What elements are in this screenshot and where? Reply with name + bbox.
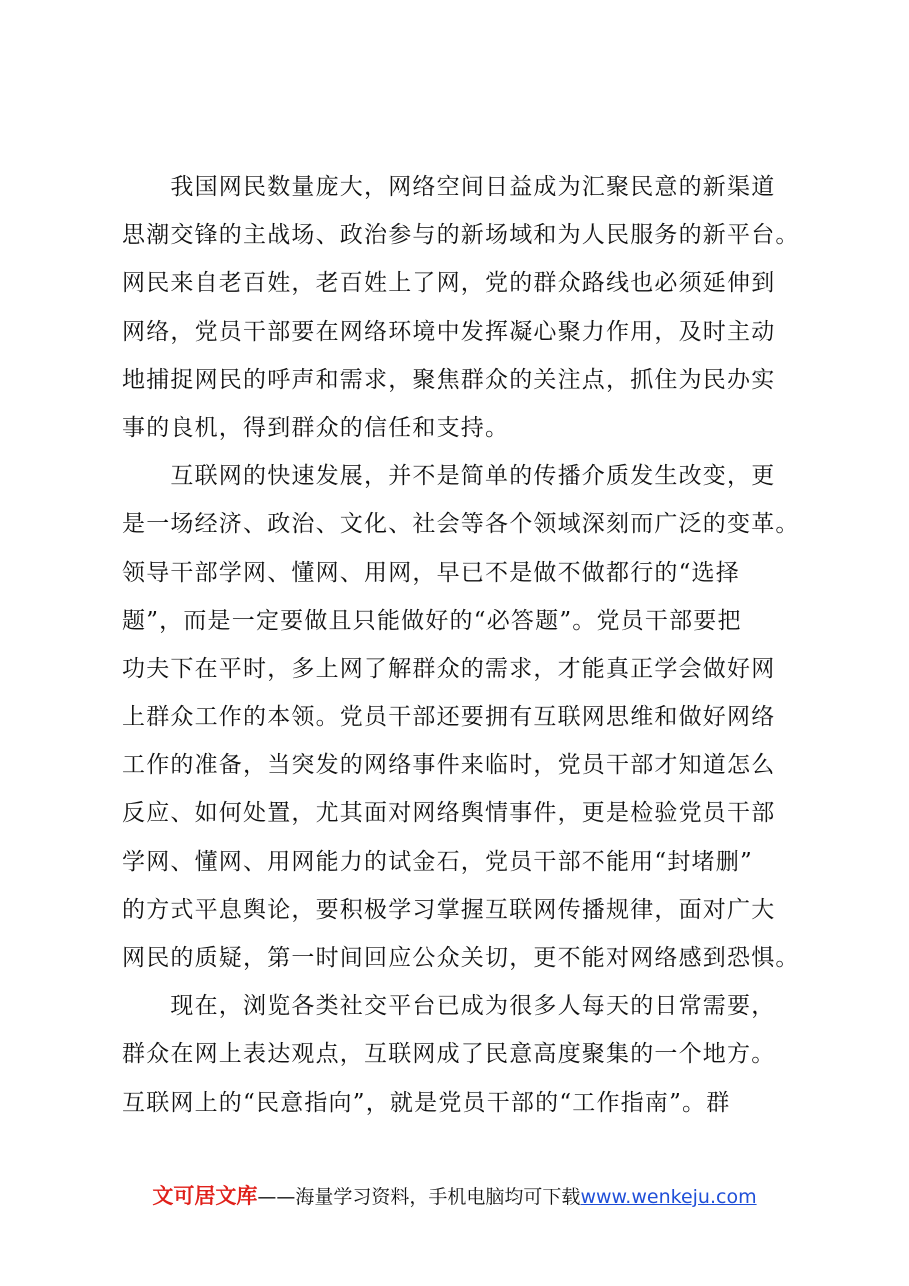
text-line: 领导干部学网、懂网、用网，早已不是做不做都行的“选择 — [122, 559, 740, 586]
footer-tagline: ——海量学习资料，手机电脑均可下载 — [257, 1186, 581, 1208]
text-line: 网民来自老百姓，老百姓上了网，党的群众路线也必须延伸到 — [122, 270, 776, 297]
text-line: 学网、懂网、用网能力的试金石，党员干部不能用“封堵删” — [122, 848, 753, 875]
text-line: 的方式平息舆论，要积极学习掌握互联网传播规律，面对广大 — [122, 896, 776, 923]
text-line: 现在，浏览各类社交平台已成为很多人每天的日常需要， — [122, 993, 776, 1020]
footer-url-link[interactable]: www.wenkeju.com — [580, 1186, 757, 1208]
text-line: 网民的质疑，第一时间回应公众关切，更不能对网络感到恐惧。 — [122, 945, 800, 971]
text-line: 上群众工作的本领。党员干部还要拥有互联网思维和做好网络 — [122, 704, 776, 731]
text-line: 题”，而是一定要做且只能做好的“必答题”。党员干部要把 — [122, 607, 742, 634]
text-line: 我国网民数量庞大，网络空间日益成为汇聚民意的新渠道 — [122, 174, 776, 200]
article-body — [122, 163, 802, 1127]
text-line: 反应、如何处置，尤其面对网络舆情事件，更是检验党员干部 — [122, 800, 776, 827]
text-line: 互联网的快速发展，并不是简单的传播介质发生改变，更 — [122, 463, 776, 490]
footer-brand: 文可居文库 — [152, 1184, 258, 1208]
text-line: 是一场经济、政治、文化、社会等各个领域深刻而广泛的变革。 — [122, 511, 800, 538]
text-line: 网络，党员干部要在网络环境中发挥凝心聚力作用，及时主动 — [122, 318, 776, 345]
text-line: 群众在网上表达观点，互联网成了民意高度聚集的一个地方。 — [122, 1041, 776, 1068]
text-line: 功夫下在平时，多上网了解群众的需求，才能真正学会做好网 — [122, 655, 776, 682]
footer-banner — [0, 1180, 909, 1210]
text-line: 工作的准备，当突发的网络事件来临时，党员干部才知道怎么 — [122, 752, 776, 779]
text-line: 互联网上的“民意指向”，就是党员干部的“工作指南”。群 — [122, 1089, 731, 1116]
text-line: 事的良机，得到群众的信任和支持。 — [122, 414, 510, 441]
text-line: 地捕捉网民的呼声和需求，聚焦群众的关注点，抓住为民办实 — [122, 366, 776, 393]
text-line: 思潮交锋的主战场、政治参与的新场域和为人民服务的新平台。 — [122, 222, 800, 249]
